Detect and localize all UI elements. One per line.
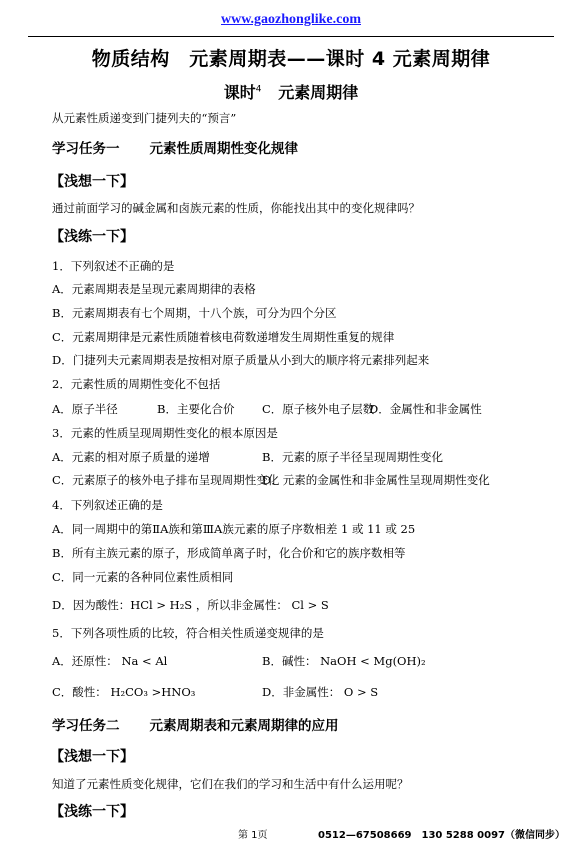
contact-info: 0512—67508669 130 5288 0097（微信同步） xyxy=(318,830,565,841)
q3-option-b: B．元素的原子半径呈现周期性变化 xyxy=(262,450,443,464)
q4-option-c: C．同一元素的各种同位素性质相同 xyxy=(52,570,234,584)
think1-tag: 【浅想一下】 xyxy=(50,174,134,190)
q2-option-c: C．原子核外电子层数 xyxy=(262,402,375,416)
think2-text: 知道了元素性质变化规律，它们在我们的学习和生活中有什么运用呢？ xyxy=(52,777,409,791)
q5-stem: 5．下列各项性质的比较，符合相关性质递变规律的是 xyxy=(52,626,324,640)
q1-option-c: C．元素周期律是元素性质随着核电荷数递增发生周期性重复的规律 xyxy=(52,330,395,344)
q3-option-d: D．元素的金属性和非金属性呈现周期性变化 xyxy=(262,473,490,487)
task1-heading xyxy=(52,137,298,157)
task2-title: 元素周期表和元素周期律的应用 xyxy=(149,718,339,734)
q5-option-d: D．非金属性： O > S xyxy=(262,685,379,699)
page-number: 第 1页 xyxy=(238,830,268,841)
task2-label: 学习任务二 xyxy=(52,718,120,734)
q1-option-d: D．门捷列夫元素周期表是按相对原子质量从小到大的顺序将元素排列起来 xyxy=(52,353,430,367)
think2-tag: 【浅想一下】 xyxy=(50,749,134,765)
q3-option-a: A．元素的相对原子质量的递增 xyxy=(52,450,210,464)
q1-option-a: A．元素周期表是呈现元素周期律的表格 xyxy=(52,282,256,296)
q2-stem: 2．元素性质的周期性变化不包括 xyxy=(52,377,221,391)
subtitle-prefix: 课时 xyxy=(223,83,256,102)
intro-text: 从元素性质递变到门捷列夫的“预言” xyxy=(52,111,237,125)
think1-text: 通过前面学习的碱金属和卤族元素的性质，你能找出其中的变化规律吗？ xyxy=(52,201,420,215)
q2-option-a: A．原子半径 xyxy=(52,402,118,416)
q2-option-b: B．主要化合价 xyxy=(157,402,235,416)
q4-stem: 4．下列叙述正确的是 xyxy=(52,498,163,512)
practice2-tag: 【浅练一下】 xyxy=(50,804,134,820)
q3-option-c: C．元素原子的核外电子排布呈现周期性变化 xyxy=(52,473,280,487)
q4-option-b: B．所有主族元素的原子，形成简单离子时，化合价和它的族序数相等 xyxy=(52,546,406,560)
page-title: 物质结构 元素周期表——课时 4 元素周期律 xyxy=(91,48,491,70)
q1-option-b: B．元素周期表有七个周期，十八个族，可分为四个分区 xyxy=(52,306,337,320)
page-header xyxy=(0,8,582,28)
subtitle-text: 元素周期律 xyxy=(278,83,359,102)
site-link[interactable]: www.gaozhonglike.com xyxy=(221,12,361,27)
q5-option-b: B．碱性： NaOH < Mg(OH)₂ xyxy=(262,654,426,668)
header-divider xyxy=(28,36,554,37)
q5-option-c: C．酸性： H₂CO₃ >HNO₃ xyxy=(52,685,196,699)
q4-option-d: D．因为酸性：HCl > H₂S ，所以非金属性： Cl > S xyxy=(52,598,329,612)
q5-option-a: A．还原性： Na < Al xyxy=(52,654,168,668)
q3-stem: 3．元素的性质呈现周期性变化的根本原因是 xyxy=(52,426,278,440)
practice1-tag: 【浅练一下】 xyxy=(50,229,134,245)
task1-label: 学习任务一 xyxy=(52,141,120,157)
subtitle-number: 4 xyxy=(255,84,262,95)
q2-option-d: D．金属性和非金属性 xyxy=(369,402,482,416)
lesson-subtitle xyxy=(0,80,582,103)
task1-title: 元素性质周期性变化规律 xyxy=(149,141,298,157)
q1-stem: 1．下列叙述不正确的是 xyxy=(52,259,175,273)
q4-option-a: A．同一周期中的第ⅡA族和第ⅢA族元素的原子序数相差 1 或 11 或 25 xyxy=(52,522,416,536)
task2-heading xyxy=(52,714,339,734)
